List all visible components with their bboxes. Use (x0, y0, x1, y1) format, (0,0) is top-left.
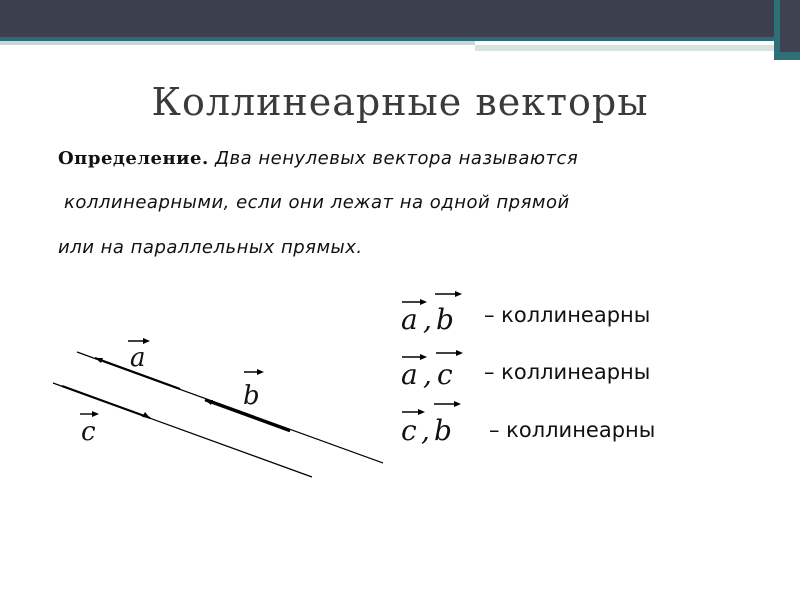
pair-1-text: – коллинеарны (484, 303, 651, 327)
pair-2-v1: a (401, 358, 418, 391)
label-c-text: c (81, 417, 96, 447)
pair-2-v2: c (437, 358, 453, 391)
pair-2-text: – коллинеарны (484, 360, 651, 384)
pair-3-v1: c (401, 414, 417, 447)
pair-row-1-symbols (401, 291, 462, 336)
pair-1-v1: a (401, 303, 418, 336)
svg-text:,: , (421, 414, 430, 447)
slide-title: Коллинеарные векторы (151, 80, 649, 124)
vector-c-segment (62, 386, 150, 418)
svg-text:,: , (423, 303, 432, 336)
pair-3-v2: b (434, 414, 452, 447)
label-vector-a (128, 338, 150, 373)
definition-text-2: коллинеарными, если они лежат на одной прямой (64, 192, 570, 213)
vector-a-arrowhead (95, 358, 103, 363)
label-b-text: b (243, 381, 260, 411)
svg-text:,: , (423, 358, 432, 391)
definition-label: Определение. (58, 148, 209, 169)
label-a-text: a (130, 343, 146, 373)
definition-text-1: Два ненулевых вектора называются (214, 148, 579, 169)
label-vector-b (243, 369, 264, 411)
definition-text-3: или на параллельных прямых. (58, 237, 363, 258)
pair-row-2-symbols (401, 350, 463, 391)
pair-3-text: – коллинеарны (489, 418, 656, 442)
label-vector-c (80, 411, 99, 447)
pair-row-3-symbols (401, 401, 461, 447)
pair-1-v2: b (436, 303, 454, 336)
vector-b-arrowhead (205, 400, 213, 405)
